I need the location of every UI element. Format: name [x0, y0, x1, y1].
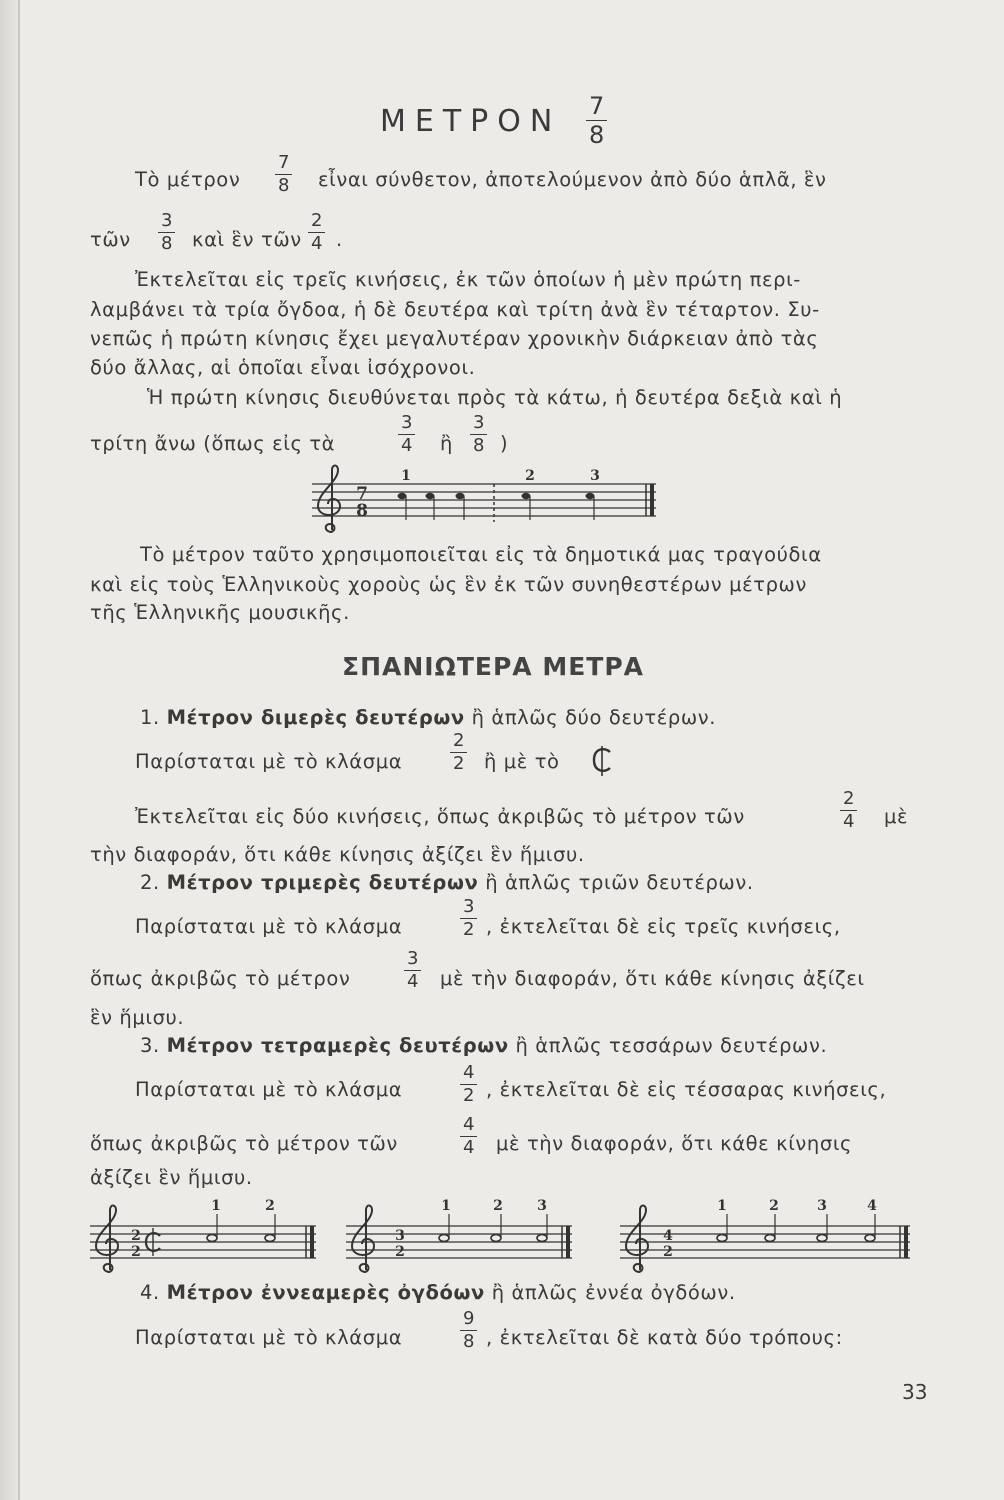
text-line: Παρίσταται μὲ τὸ κλάσμα: [135, 915, 403, 938]
text-line: 3. Μέτρον τετραμερὲς δευτέρων ἢ ἁπλῶς τεσσάρων δευτέρων.: [140, 1034, 828, 1057]
text-line: εἶναι σύνθετον, ἀποτελούμενον ἀπὸ δύο ἁπλᾶ, ἓν: [318, 168, 827, 191]
text-line: Ἐκτελεῖται εἰς τρεῖς κινήσεις, ἐκ τῶν ὁποίων ἡ μὲν πρώτη περι-: [135, 268, 801, 291]
beat-number: 2: [525, 468, 535, 484]
text-line: Τὸ μέτρον ταῦτο χρησιμοποιεῖται εἰς τὰ δημοτικά μας τραγούδια: [140, 543, 822, 566]
fraction-2-4: 2 4: [840, 790, 857, 831]
beat-number: 4: [867, 1198, 877, 1214]
fraction-3-4: 3 4: [398, 414, 415, 455]
time-signature-top: 4: [663, 1228, 673, 1244]
time-signature-top: 3: [395, 1228, 405, 1244]
fraction-3-8: 3 8: [470, 414, 487, 455]
text-line: , ἐκτελεῖται δὲ εἰς τρεῖς κινήσεις,: [486, 915, 841, 938]
notes: [717, 1214, 875, 1241]
text-line: ὅπως ἀκριβῶς τὸ μέτρον: [90, 967, 351, 990]
beat-number: 2: [493, 1198, 503, 1214]
notes: [439, 1214, 547, 1241]
staff-lines: [346, 1226, 572, 1258]
text-line: ὅπως ἀκριβῶς τὸ μέτρον τῶν: [90, 1132, 398, 1155]
fraction-9-8: 9 8: [460, 1310, 477, 1351]
beat-number: 1: [401, 468, 411, 484]
time-signature-top: 2: [131, 1228, 141, 1244]
text-line: νεπῶς ἡ πρώτη κίνησις ἔχει μεγαλυτέραν χρονικὴν διάρκειαν ἀπὸ τὰς: [90, 327, 819, 350]
text-line: καὶ ἓν τῶν: [192, 228, 302, 251]
fraction-4-2: 4 2: [460, 1064, 477, 1105]
music-staff-3-2: [344, 1196, 576, 1276]
beat-number: 3: [537, 1198, 547, 1214]
treble-clef-icon: [96, 1206, 118, 1273]
text-line: δύο ἄλλας, αἱ ὁποῖαι εἶναι ἰσόχρονοι.: [90, 356, 476, 379]
text-line: τρίτη ἄνω (ὅπως εἰς τὰ: [90, 432, 336, 455]
text-line: 1. Μέτρον διμερὲς δευτέρων ἢ ἁπλῶς δύο δευτέρων.: [140, 706, 717, 729]
beat-number: 3: [590, 468, 600, 484]
fraction-4-4: 4 4: [460, 1116, 477, 1157]
fraction-2-4: 2 4: [308, 212, 325, 253]
text-line: καὶ εἰς τοὺς Ἑλληνικοὺς χοροὺς ὡς ἓν ἐκ τῶν συνηθεστέρων μέτρων: [90, 573, 807, 596]
treble-clef-icon: [318, 466, 340, 533]
text-line: , ἐκτελεῖται δὲ κατὰ δύο τρόπους:: [486, 1326, 843, 1349]
beat-number: 3: [817, 1198, 827, 1214]
text-line: μὲ τὴν διαφοράν, ὅτι κάθε κίνησις: [496, 1132, 853, 1155]
music-staff-2-2: [88, 1196, 320, 1276]
text-line: τῶν: [90, 228, 131, 251]
time-signature-bottom: 2: [131, 1244, 141, 1260]
text-line: τὴν διαφοράν, ὅτι κάθε κίνησις ἀξίζει ἓν ἥμισυ.: [90, 843, 585, 866]
treble-clef-icon: [352, 1206, 374, 1273]
fraction-7-8: 7 8: [275, 154, 292, 195]
text-line: ἓν ἥμισυ.: [90, 1006, 185, 1029]
text-line: Ἐκτελεῖται εἰς δύο κινήσεις, ὅπως ἀκριβῶς τὸ μέτρον τῶν: [135, 805, 745, 828]
text-line: τῆς Ἑλληνικῆς μουσικῆς.: [90, 601, 350, 624]
text-line: , ἐκτελεῖται δὲ εἰς τέσσαρας κινήσεις,: [486, 1078, 887, 1101]
text-line: .: [336, 228, 343, 251]
text-line: μὲ: [884, 805, 909, 828]
text-line: ἢ μὲ τὸ: [484, 750, 560, 773]
title-time-signature: 7 8: [586, 94, 607, 147]
text-line: ἢ: [440, 432, 453, 455]
text-line: Παρίσταται μὲ τὸ κλάσμα: [135, 1078, 403, 1101]
page-binding-line: [18, 0, 20, 1500]
text-line: Ἡ πρώτη κίνησις διευθύνεται πρὸς τὰ κάτω, ἡ δευτέρα δεξιὰ καὶ ἡ: [147, 386, 843, 409]
section-heading: ΣΠΑΝΙΩΤΕΡΑ ΜΕΤΡΑ: [342, 652, 645, 681]
text-line: ἀξίζει ἓν ἥμισυ.: [90, 1166, 253, 1189]
text-line: λαμβάνει τὰ τρία ὄγδοα, ἡ δὲ δευτέρα καὶ τρίτη ἀνὰ ἓν τέταρτον. Συ-: [90, 298, 820, 321]
cut-time-icon: [590, 744, 616, 780]
text-line: Παρίσταται μὲ τὸ κλάσμα: [135, 1326, 403, 1349]
beat-number: 2: [769, 1198, 779, 1214]
fraction-3-2: 3 2: [460, 898, 477, 939]
page-title: ΜΕΤΡΟΝ: [380, 104, 562, 139]
fraction-3-8: 3 8: [158, 212, 175, 253]
text-line: Παρίσταται μὲ τὸ κλάσμα: [135, 750, 403, 773]
music-staff-7-8: [310, 462, 660, 542]
notes: [207, 1214, 275, 1241]
text-line: ): [500, 432, 509, 455]
text-line: Τὸ μέτρον: [135, 168, 241, 191]
text-line: 4. Μέτρον ἐννεαμερὲς ὀγδόων ἢ ἁπλῶς ἐννέα ὀγδόων.: [140, 1281, 736, 1304]
beat-number: 2: [265, 1198, 275, 1214]
text-line: 2. Μέτρον τριμερὲς δευτέρων ἢ ἁπλῶς τριῶν δευτέρων.: [140, 871, 754, 894]
time-signature-bottom: 2: [395, 1244, 405, 1260]
music-staff-4-2: [618, 1196, 916, 1276]
page-binding-edge: [0, 0, 18, 1500]
beat-number: 1: [717, 1198, 727, 1214]
fraction-3-4: 3 4: [404, 950, 421, 991]
time-signature-bottom: 2: [663, 1244, 673, 1260]
beat-number: 1: [211, 1198, 221, 1214]
time-signature-top: 7: [356, 484, 368, 504]
treble-clef-icon: [626, 1206, 648, 1273]
fraction-2-2: 2 2: [450, 732, 467, 773]
beat-number: 1: [441, 1198, 451, 1214]
time-signature-bottom: 8: [356, 501, 368, 521]
text-line: μὲ τὴν διαφοράν, ὅτι κάθε κίνησις ἀξίζει: [440, 967, 865, 990]
staff-lines: [90, 1226, 316, 1258]
page-number: 33: [902, 1380, 928, 1404]
